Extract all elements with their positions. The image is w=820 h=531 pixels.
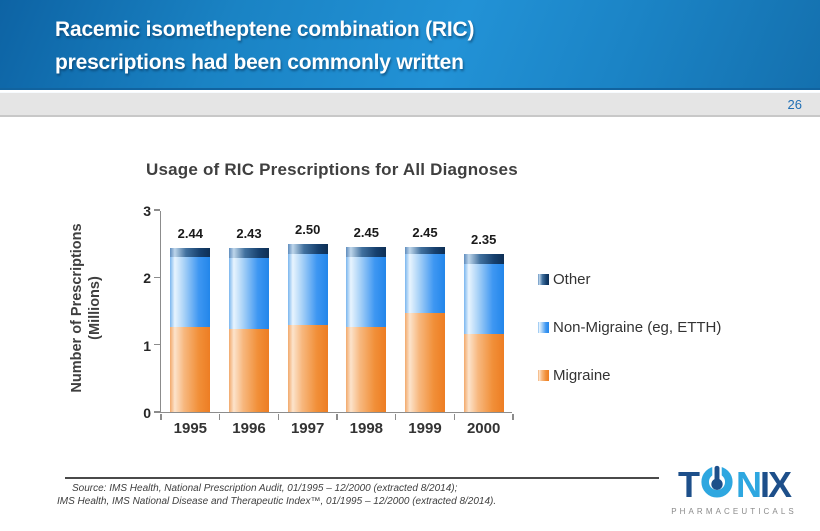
bar-total-label: 2.35 bbox=[471, 231, 497, 247]
logo-letter-n: N bbox=[735, 463, 760, 505]
y-axis-title-line1: Number of Prescriptions bbox=[69, 223, 85, 393]
bar-segment-non-migraine-eg-etth bbox=[229, 258, 269, 329]
plot-area bbox=[143, 203, 512, 437]
bar-1997 bbox=[288, 244, 328, 412]
bar-segment-non-migraine-eg-etth bbox=[464, 264, 504, 334]
bar-total-label: 2.45 bbox=[412, 225, 438, 241]
bar-segment-non-migraine-eg-etth bbox=[346, 257, 386, 326]
x-category-label: 2000 bbox=[466, 420, 501, 437]
bar-segment-migraine bbox=[346, 327, 386, 413]
bar-segment-migraine bbox=[170, 327, 210, 412]
y-axis-title bbox=[68, 203, 104, 413]
bar-segment-other bbox=[346, 247, 386, 257]
legend-item bbox=[538, 271, 721, 288]
legend-item bbox=[538, 367, 721, 384]
bar-segment-migraine bbox=[229, 329, 269, 412]
x-category-label: 1995 bbox=[173, 420, 208, 437]
slide-title-line1: Racemic isometheptene combination (RIC) bbox=[55, 18, 475, 41]
x-category-label: 1998 bbox=[349, 420, 384, 437]
legend-swatch-icon bbox=[538, 274, 549, 285]
bar-segment-other bbox=[170, 248, 210, 257]
y-tick-label: 1 bbox=[143, 337, 151, 354]
tonix-o-key-icon bbox=[700, 464, 734, 505]
bar-total-label: 2.50 bbox=[295, 221, 321, 237]
x-category-label: 1996 bbox=[232, 420, 266, 437]
slide-title bbox=[55, 13, 474, 79]
slide-title-line2: prescriptions had been commonly written bbox=[55, 51, 464, 74]
y-tick-mark bbox=[154, 209, 160, 211]
bar-segment-non-migraine-eg-etth bbox=[288, 254, 328, 325]
bar-total-label: 2.43 bbox=[236, 226, 262, 242]
logo-letter-t: T bbox=[677, 463, 698, 505]
bar-total-label: 2.45 bbox=[353, 225, 379, 241]
bar-1995 bbox=[170, 248, 210, 412]
legend-label: Non-Migraine (eg, ETTH) bbox=[553, 319, 722, 336]
bar-segment-other bbox=[405, 247, 445, 254]
y-tick-mark bbox=[154, 277, 160, 279]
source-note bbox=[57, 482, 496, 508]
footer-divider bbox=[65, 477, 659, 479]
chart-title: Usage of RIC Prescriptions for All Diagnoses bbox=[146, 160, 518, 179]
page-number: 26 bbox=[787, 97, 802, 112]
y-axis-title-line2: (Millions) bbox=[87, 276, 103, 340]
source-line1: Source: IMS Health, National Prescription Audit, 01/1995 – 12/2000 (extracted 8/2014); bbox=[72, 483, 458, 494]
legend-item bbox=[538, 319, 721, 336]
bar-total-label: 2.44 bbox=[177, 225, 203, 241]
x-category-label: 1999 bbox=[408, 420, 442, 437]
bar-segment-non-migraine-eg-etth bbox=[405, 254, 445, 313]
y-tick-mark bbox=[154, 344, 160, 346]
bar-segment-non-migraine-eg-etth bbox=[170, 257, 210, 327]
tonix-logo bbox=[656, 464, 812, 516]
legend-label: Other bbox=[553, 271, 591, 288]
bar-2000 bbox=[464, 254, 504, 412]
legend-label: Migraine bbox=[553, 367, 611, 384]
tonix-wordmark bbox=[656, 464, 812, 505]
y-tick-label: 2 bbox=[143, 270, 151, 287]
bar-segment-other bbox=[288, 244, 328, 254]
bar-segment-other bbox=[464, 254, 504, 264]
page-number-bar bbox=[0, 92, 820, 117]
y-tick-label: 0 bbox=[143, 405, 151, 421]
chart-legend bbox=[538, 271, 721, 415]
x-category-label: 1997 bbox=[290, 420, 325, 437]
bar-1999 bbox=[405, 247, 445, 412]
bar-segment-migraine bbox=[288, 325, 328, 412]
header-banner bbox=[0, 0, 820, 90]
bar-segment-migraine bbox=[405, 313, 445, 412]
bar-1996 bbox=[229, 248, 269, 412]
source-line2: IMS Health, IMS National Disease and Therapeutic Index™, 01/1995 – 12/2000 (extracted 8/2014). bbox=[57, 496, 497, 507]
bar-segment-other bbox=[229, 248, 269, 257]
logo-letters-ix: IX bbox=[759, 463, 790, 505]
logo-subtext: PHARMACEUTICALS bbox=[671, 507, 797, 516]
y-tick-label: 3 bbox=[143, 203, 151, 219]
y-tick-mark bbox=[154, 411, 160, 413]
bar-1998 bbox=[346, 247, 386, 412]
legend-swatch-icon bbox=[538, 370, 549, 381]
bar-segment-migraine bbox=[464, 334, 504, 412]
legend-swatch-icon bbox=[538, 322, 549, 333]
